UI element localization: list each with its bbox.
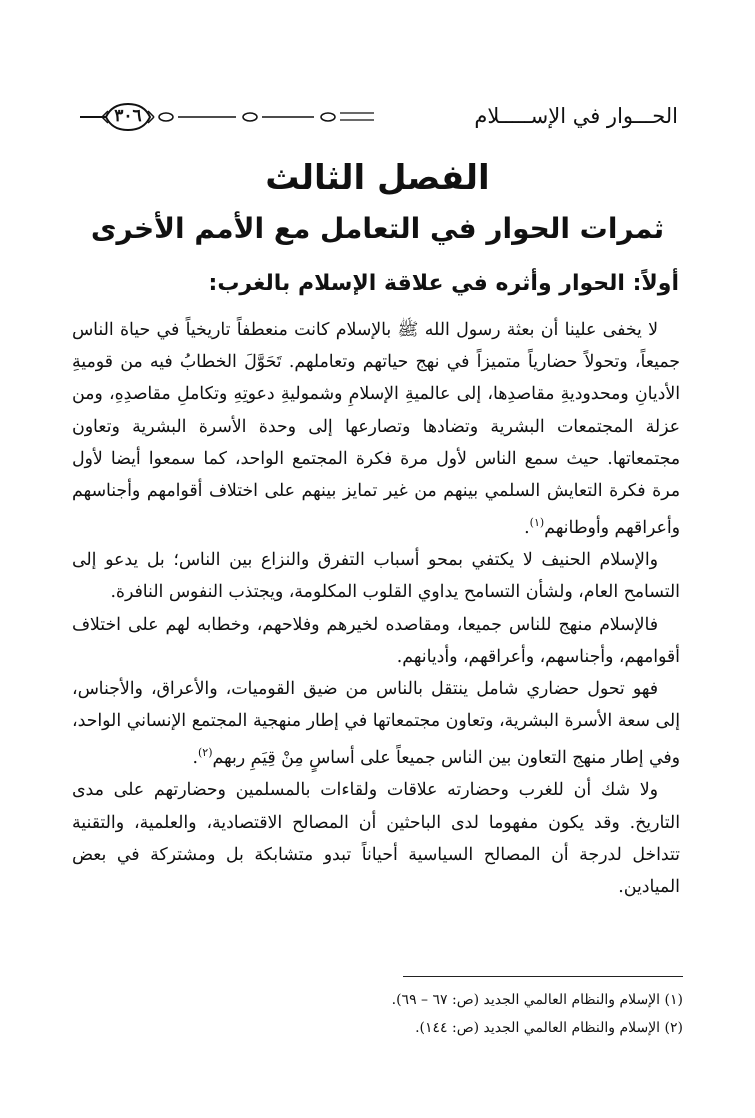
- running-title: الحـــوار في الإســـــلام: [474, 104, 678, 128]
- footnote: (٢) الإسلام والنظام العالمي الجديد (ص: ١٤٤).: [415, 1020, 683, 1036]
- footnote-ref: (٢): [197, 746, 213, 760]
- footnote: (١) الإسلام والنظام العالمي الجديد (ص: ٦٧ – ٦٩).: [391, 992, 683, 1008]
- footnote-ref: (١): [529, 516, 545, 530]
- paragraph: فهو تحول حضاري شامل ينتقل بالناس من ضيق القوميات، والأعراق، والأجناس، إلى سعة الأسرة البشرية، وتعاون مجتمعاتها في إطار منهجية المجتمع الإنساني الواحد، وفي إطار منهج التعاون بين الناس جميعاً على أساسٍ مِنْ قِيَمِ ربهم$^{(٢)}$.: [72, 679, 680, 769]
- section-heading: أولاً: الحوار وأثره في علاقة الإسلام بالغرب:: [208, 271, 679, 296]
- chapter-subtitle: ثمرات الحوار في التعامل مع الأمم الأخرى: [90, 212, 665, 245]
- chapter-title: الفصل الثالث: [265, 158, 490, 198]
- footnotes: [75, 986, 683, 1042]
- paragraph: والإسلام الحنيف لا يكتفي بمحو أسباب التفرق والنزاع بين الناس؛ بل يدعو إلى التسامح العام، ولشأن التسامح يداوي القلوب المكلومة، ويجتذب النفوس النافرة.: [72, 550, 680, 603]
- footnote-divider: [403, 976, 683, 977]
- paragraph: ولا شك أن للغرب وحضارته علاقات ولقاءات بالمسلمين وحضارتهم على مدى التاريخ. وقد يكون مفهوما لدى الباحثين أن المصالح الاقتصادية، والعلمية، والتقنية تتداخل لدرجة أن المصالح السياسية أحياناً تبدو متشابكة بل ومشتركة في بعض الميادين.: [72, 780, 680, 897]
- page-header: [78, 98, 678, 138]
- page-number: ٣٠٦: [114, 106, 142, 126]
- body-text: [72, 314, 680, 903]
- paragraph: لا يخفى علينا أن بعثة رسول الله ﷺ بالإسلام كانت منعطفاً تاريخياً في حياة الناس جميعاً، وتحولاً حضارياً متميزاً في نهج حياتهم وتعاملهم. تَحَوَّلَ الخطابُ فيه من قوميةِ الأديانِ ومحدوديةِ مقاصدِها، إلى عالميةِ الإسلامِ وشموليةِ دعوتِهِ وتكاملِ مقاصدِهِ، ومن عزلة المجتمعات البشرية وتضادها وتصارعها إلى وحدة الأسرة البشرية وتعاون مجتمعاتها. حيث سمع الناس لأول مرة فكرة المجتمع الواحد، كما سمعوا أيضا لأول مرة فكرة التعايش السلمي بينهم من غير تمايز بينهم على اختلاف أقوامهم وأجناسهم وأعراقهم وأوطانهم$^{(١)}$.: [72, 320, 680, 538]
- paragraph: فالإسلام منهج للناس جميعا، ومقاصده لخيرهم وفلاحهم، وخطابه لهم على اختلاف أقوامهم، وأجناسهم، وأعراقهم، وأديانهم.: [72, 614, 680, 667]
